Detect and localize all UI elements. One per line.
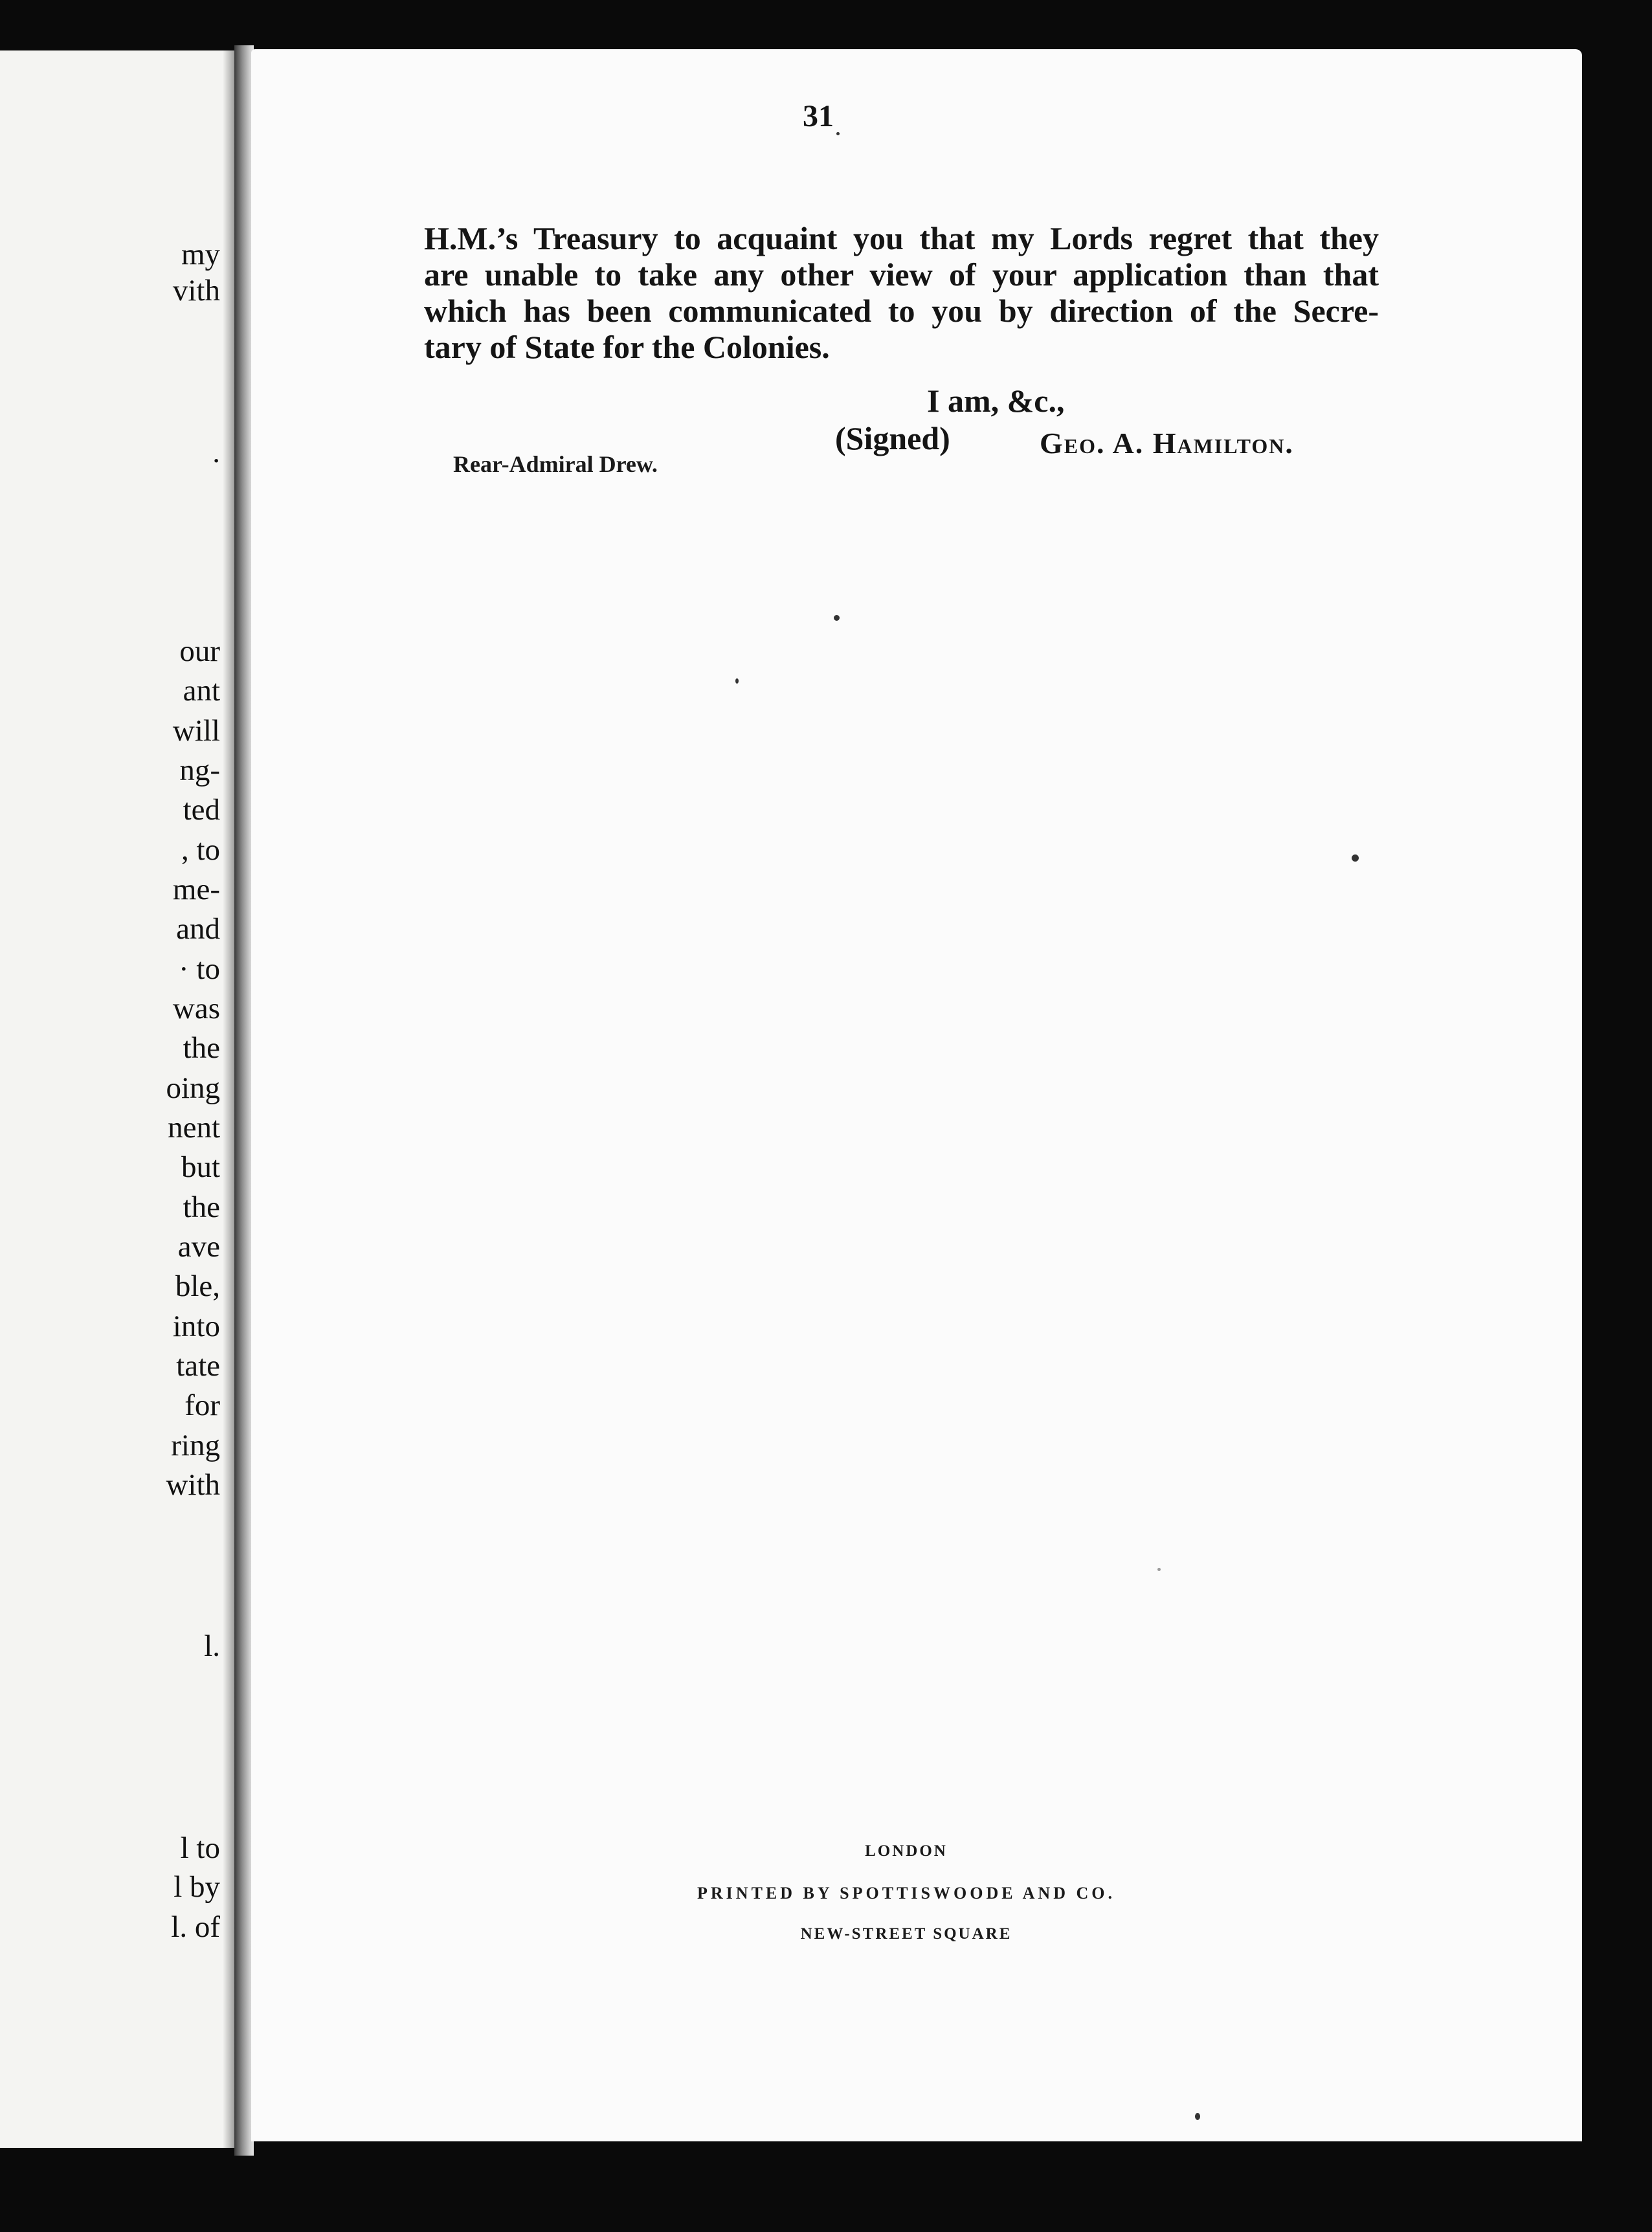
page-number: 31: [803, 99, 834, 133]
text-fragment: my: [181, 238, 220, 271]
text-fragment: with: [166, 1468, 220, 1502]
text-fragment: nent: [168, 1111, 220, 1144]
text-fragment: ring: [171, 1429, 220, 1462]
text-fragment: oing: [166, 1071, 220, 1105]
text-fragment: · to: [179, 952, 220, 986]
text-fragment: me-: [172, 873, 220, 906]
text-fragment: ave: [177, 1230, 220, 1264]
signed-label: (Signed): [835, 420, 950, 456]
paper-speck: [1352, 854, 1359, 862]
imprint-address: NEW-STREET SQUARE: [800, 1925, 1012, 1943]
text-fragment: l. of: [171, 1910, 220, 1944]
text-fragment: l by: [173, 1870, 220, 1904]
addressee: Rear-Admiral Drew.: [453, 451, 658, 477]
text-fragment: the: [183, 1031, 220, 1065]
body-line: which has been communicated to you by direction of the Secre-: [424, 293, 1379, 329]
text-fragment: will: [172, 714, 220, 748]
text-fragment: ant: [183, 674, 220, 708]
letter-closing: I am, &c.,: [927, 383, 1065, 419]
imprint-city: LONDON: [865, 1842, 948, 1860]
text-fragment: was: [172, 992, 220, 1025]
body-line: tary of State for the Colonies.: [424, 329, 830, 365]
paper-speck: [735, 678, 739, 684]
paper-speck: [1195, 2113, 1200, 2120]
body-line: H.M.’s Treasury to acquaint you that my Lords regret that they: [424, 220, 1379, 256]
text-fragment: the: [183, 1190, 220, 1224]
text-fragment: , to: [181, 833, 220, 867]
text-fragment: .: [212, 436, 220, 469]
text-fragment: l.: [204, 1629, 220, 1663]
text-fragment: ng-: [179, 753, 220, 787]
text-fragment: vith: [172, 274, 220, 307]
letter-body: [424, 220, 1379, 365]
text-fragment: for: [184, 1389, 220, 1422]
text-fragment: tate: [176, 1349, 220, 1383]
paper-speck: [1157, 1568, 1161, 1571]
signatory-name: Geo. A. Hamilton.: [1040, 427, 1294, 460]
previous-page: [0, 50, 234, 2148]
text-fragment: ble,: [175, 1269, 220, 1303]
body-line: are unable to take any other view of your application than that: [424, 256, 1379, 293]
text-fragment: into: [172, 1310, 220, 1343]
paper-speck: [834, 615, 840, 621]
text-fragment: l to: [180, 1831, 220, 1865]
text-fragment: and: [176, 912, 220, 946]
text-fragment: our: [179, 634, 220, 668]
text-fragment: ted: [183, 793, 220, 827]
imprint-printer: PRINTED BY SPOTTISWOODE AND CO.: [697, 1884, 1115, 1903]
text-fragment: but: [181, 1150, 220, 1184]
